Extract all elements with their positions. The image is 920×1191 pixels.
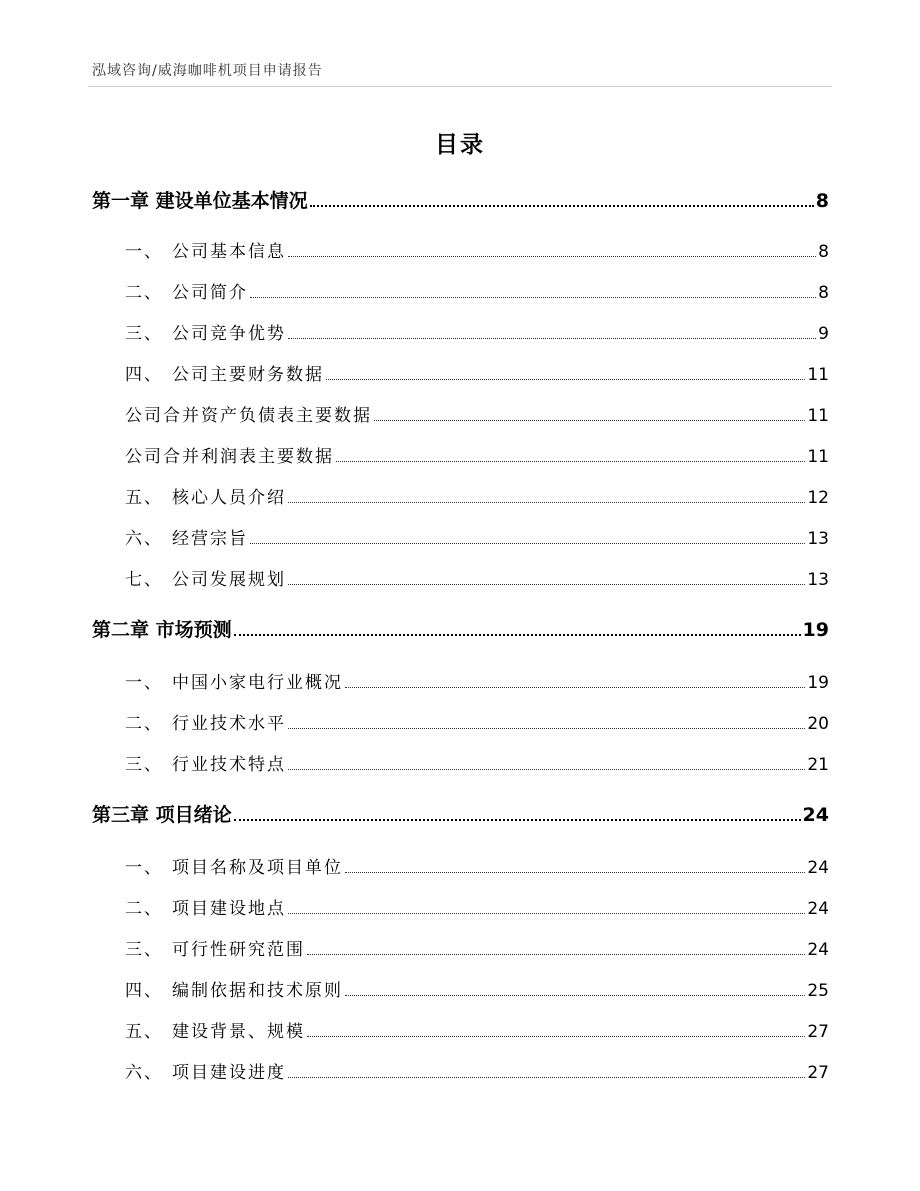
toc-chapter-label: 第二章 市场预测 bbox=[92, 619, 232, 641]
dot-leader bbox=[310, 205, 814, 207]
toc-chapter-label: 第一章 建设单位基本情况 bbox=[92, 190, 308, 212]
toc-entry-number: 一、 bbox=[125, 242, 163, 262]
toc-page-number: 13 bbox=[807, 529, 829, 549]
toc-page-number: 21 bbox=[807, 755, 829, 775]
toc-entry-label: 公司发展规划 bbox=[172, 570, 286, 590]
toc-entry[interactable] bbox=[125, 1060, 829, 1086]
toc-page-number: 8 bbox=[818, 242, 829, 262]
dot-leader bbox=[288, 256, 816, 257]
toc-page-number: 11 bbox=[807, 365, 829, 385]
toc-entry-number: 二、 bbox=[125, 899, 163, 919]
dot-leader bbox=[288, 338, 816, 339]
toc-entry[interactable] bbox=[125, 444, 829, 470]
toc-entry-label: 公司合并资产负债表主要数据 bbox=[125, 406, 372, 426]
running-header: 泓域咨询/威海咖啡机项目申请报告 bbox=[92, 63, 323, 79]
toc-entry-label: 可行性研究范围 bbox=[172, 940, 305, 960]
dot-leader bbox=[336, 461, 805, 462]
toc-entry-label: 公司竞争优势 bbox=[172, 324, 286, 344]
toc-page-number: 13 bbox=[807, 570, 829, 590]
toc-entry[interactable] bbox=[125, 855, 829, 881]
toc-entry-label: 建设背景、规模 bbox=[172, 1022, 305, 1042]
toc-page-number: 27 bbox=[807, 1063, 829, 1083]
toc-entry[interactable] bbox=[125, 280, 829, 306]
toc-page-number: 27 bbox=[807, 1022, 829, 1042]
toc-entry-number: 六、 bbox=[125, 529, 163, 549]
toc-entry[interactable] bbox=[125, 239, 829, 265]
toc-entry[interactable] bbox=[125, 362, 829, 388]
dot-leader bbox=[345, 872, 805, 873]
toc-entry-number: 一、 bbox=[125, 673, 163, 693]
toc-entry-number: 三、 bbox=[125, 324, 163, 344]
dot-leader bbox=[288, 584, 805, 585]
toc-entry-number: 二、 bbox=[125, 714, 163, 734]
toc-entry-number: 二、 bbox=[125, 283, 163, 303]
dot-leader bbox=[234, 819, 801, 821]
dot-leader bbox=[288, 913, 805, 914]
toc-entry-label: 项目建设进度 bbox=[172, 1063, 286, 1083]
dot-leader bbox=[250, 297, 816, 298]
toc-page-number: 9 bbox=[818, 324, 829, 344]
toc-entry-label: 公司合并利润表主要数据 bbox=[125, 447, 334, 467]
toc-page-number: 25 bbox=[807, 981, 829, 1001]
dot-leader bbox=[250, 543, 805, 544]
dot-leader bbox=[288, 502, 805, 503]
toc-entry-number: 五、 bbox=[125, 1022, 163, 1042]
toc-entry-label: 公司主要财务数据 bbox=[172, 365, 324, 385]
toc-entry[interactable] bbox=[125, 752, 829, 778]
dot-leader bbox=[374, 420, 805, 421]
toc-entry[interactable] bbox=[125, 485, 829, 511]
toc-entry-label: 行业技术特点 bbox=[172, 755, 286, 775]
toc-entry-label: 中国小家电行业概况 bbox=[172, 673, 343, 693]
dot-leader bbox=[345, 995, 805, 996]
toc-entry-number: 三、 bbox=[125, 940, 163, 960]
toc-entry[interactable] bbox=[125, 896, 829, 922]
toc-page-number: 24 bbox=[807, 899, 829, 919]
dot-leader bbox=[234, 634, 801, 636]
toc-page-number: 19 bbox=[807, 673, 829, 693]
toc-entry[interactable] bbox=[125, 978, 829, 1004]
toc-title: 目录 bbox=[435, 132, 485, 158]
toc-entry-number: 四、 bbox=[125, 981, 163, 1001]
toc-entry-label: 项目名称及项目单位 bbox=[172, 858, 343, 878]
toc-entry[interactable] bbox=[125, 1019, 829, 1045]
toc-entry-number: 七、 bbox=[125, 570, 163, 590]
toc-entry-number: 三、 bbox=[125, 755, 163, 775]
dot-leader bbox=[288, 769, 805, 770]
toc-entry-label: 项目建设地点 bbox=[172, 899, 286, 919]
toc-entry-label: 编制依据和技术原则 bbox=[172, 981, 343, 1001]
toc-page-number: 8 bbox=[818, 283, 829, 303]
dot-leader bbox=[345, 687, 805, 688]
toc-page-number: 24 bbox=[807, 858, 829, 878]
toc-entry-label: 经营宗旨 bbox=[172, 529, 248, 549]
toc-entry[interactable] bbox=[125, 403, 829, 429]
toc-entry[interactable] bbox=[125, 526, 829, 552]
toc-entry-number: 五、 bbox=[125, 488, 163, 508]
toc-page-number: 12 bbox=[807, 488, 829, 508]
dot-leader bbox=[326, 379, 805, 380]
toc-chapter-1[interactable] bbox=[92, 188, 829, 214]
toc-page-number: 20 bbox=[807, 714, 829, 734]
toc-page-number: 11 bbox=[807, 406, 829, 426]
toc-entry[interactable] bbox=[125, 937, 829, 963]
toc-entry[interactable] bbox=[125, 670, 829, 696]
dot-leader bbox=[307, 1036, 805, 1037]
toc-entry[interactable] bbox=[125, 711, 829, 737]
toc-chapter-label: 第三章 项目绪论 bbox=[92, 804, 232, 826]
toc-page-number: 8 bbox=[815, 190, 829, 212]
toc-chapter-2[interactable] bbox=[92, 617, 829, 643]
toc-entry-number: 一、 bbox=[125, 858, 163, 878]
dot-leader bbox=[288, 1077, 805, 1078]
toc-entry-label: 公司简介 bbox=[172, 283, 248, 303]
dot-leader bbox=[288, 728, 805, 729]
toc-entry-label: 公司基本信息 bbox=[172, 242, 286, 262]
toc-entry-label: 行业技术水平 bbox=[172, 714, 286, 734]
toc-page-number: 11 bbox=[807, 447, 829, 467]
toc-page-number: 24 bbox=[802, 804, 829, 826]
toc-entry[interactable] bbox=[125, 567, 829, 593]
toc-chapter-3[interactable] bbox=[92, 802, 829, 828]
toc-page-number: 19 bbox=[802, 619, 829, 641]
toc-page-number: 24 bbox=[807, 940, 829, 960]
toc-entry-number: 四、 bbox=[125, 365, 163, 385]
toc-entry[interactable] bbox=[125, 321, 829, 347]
toc-entry-number: 六、 bbox=[125, 1063, 163, 1083]
dot-leader bbox=[307, 954, 805, 955]
toc-entry-label: 核心人员介绍 bbox=[172, 488, 286, 508]
